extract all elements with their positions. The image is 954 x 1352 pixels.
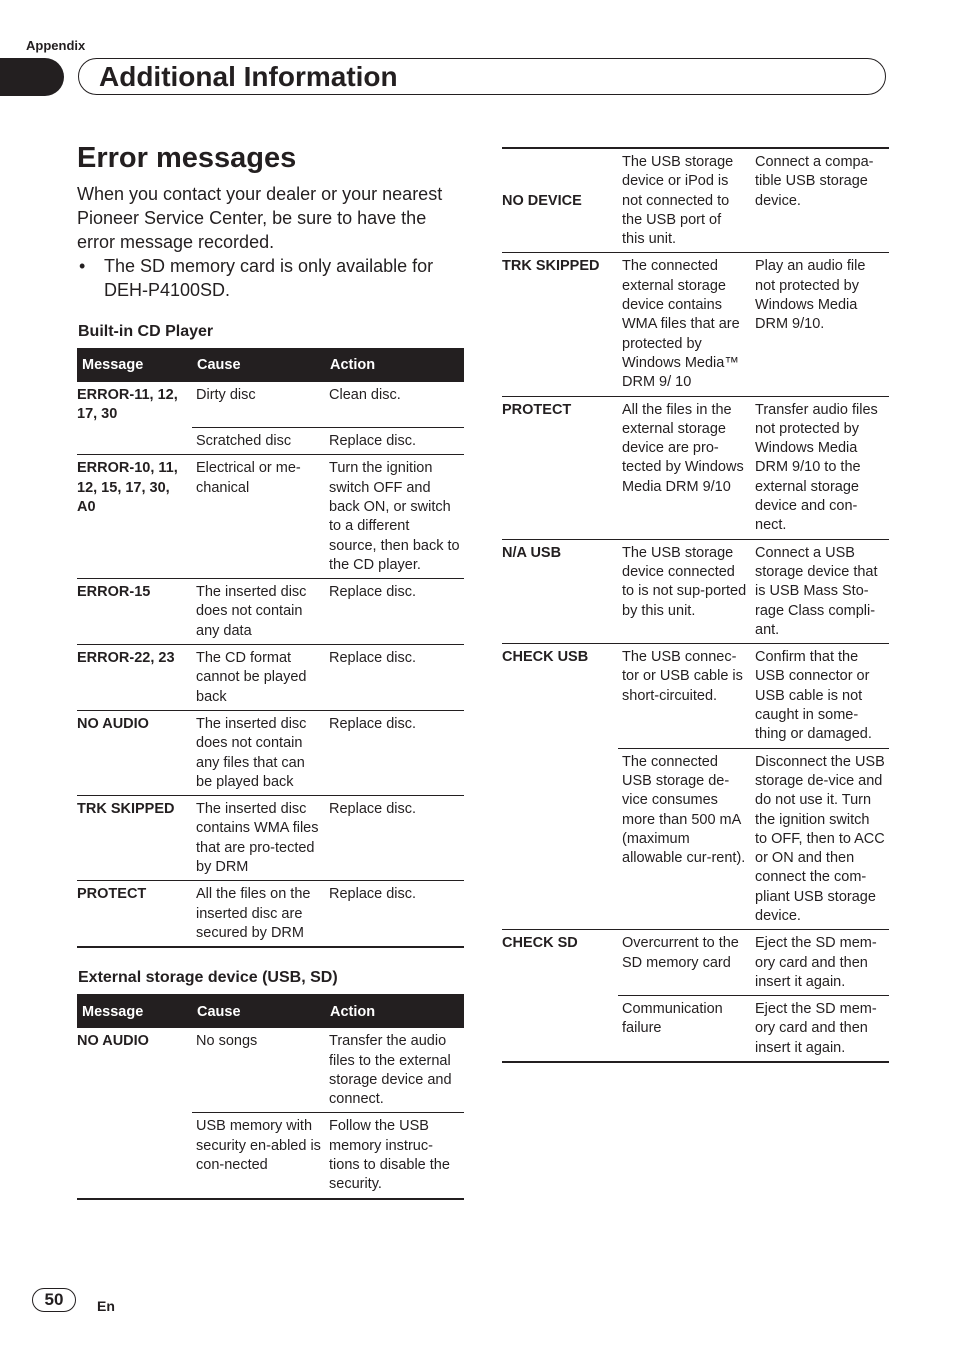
- cause-cell: USB memory with security en-abled is con-nected: [192, 1113, 325, 1199]
- message-cell: TRK SKIPPED: [77, 796, 192, 881]
- action-cell: Transfer the audio files to the external storage device and connect.: [329, 1033, 452, 1108]
- bullet-dot-icon: •: [79, 256, 86, 276]
- cd-table-title: Built-in CD Player: [78, 323, 214, 340]
- action-cell: Replace disc.: [325, 428, 464, 455]
- cause-cell: The inserted disc does not contain any data: [192, 579, 325, 645]
- message-cell: TRK SKIPPED: [502, 253, 618, 396]
- cause-cell: The connected external storage device contains WMA files that are protected by Windows Media™ DRM 9/ 10: [618, 253, 751, 396]
- message-cell: ERROR-10, 11, 12, 15, 17, 30, A0: [77, 455, 192, 579]
- table-row: [502, 644, 889, 748]
- intro-text: When you contact your dealer or your nearest Pioneer Service Center, be sure to have the error message recorded.: [77, 184, 443, 252]
- table-row: [502, 148, 889, 253]
- cause-cell: Dirty disc: [196, 387, 256, 403]
- message-cell: NO AUDIO: [77, 1033, 149, 1050]
- cause-cell: The inserted disc does not contain any files that can be played back: [192, 710, 325, 795]
- message-cell: PROTECT: [77, 881, 192, 947]
- action-cell: Connect a compa-tible USB storage device.: [755, 154, 874, 209]
- header-message: Message: [77, 994, 192, 1028]
- appendix-label: Appendix: [26, 38, 86, 53]
- cause-cell: Communication failure: [618, 996, 751, 1062]
- action-cell: Confirm that the USB connector or USB cable is not caught in some-thing or damaged.: [751, 644, 889, 748]
- action-cell: Turn the ignition switch OFF and back ON, or switch to a different source, then back to the CD player.: [325, 455, 464, 579]
- cause-cell: Scratched disc: [192, 428, 325, 455]
- cause-cell: No songs: [196, 1033, 258, 1050]
- table-row: [77, 881, 464, 947]
- message-cell: ERROR-11, 12, 17, 30: [77, 387, 178, 423]
- message-cell: [77, 428, 192, 455]
- action-cell: Replace disc.: [325, 579, 464, 645]
- section-title: Additional Information: [99, 61, 398, 92]
- language-code: En: [97, 1298, 115, 1314]
- message-cell: ERROR-22, 23: [77, 645, 192, 711]
- table-row: [77, 1113, 464, 1199]
- table-row: [77, 579, 464, 645]
- message-cell: NO DEVICE: [502, 192, 582, 209]
- ext-error-table: [77, 994, 464, 1199]
- cause-cell: The USB connec-tor or USB cable is short-circuited.: [618, 644, 751, 748]
- cause-cell: The USB storage device connected to is not sup-ported by this unit.: [618, 539, 751, 643]
- cd-error-table: [77, 348, 464, 948]
- action-cell: Transfer audio files not protected by Windows Media DRM 9/10 to the external storage device and con-nect.: [751, 396, 889, 539]
- action-cell: Play an audio file not protected by Windows Media DRM 9/10.: [751, 253, 889, 396]
- message-cell: [502, 996, 618, 1062]
- table-header-row: [77, 994, 464, 1028]
- message-cell: PROTECT: [502, 396, 618, 539]
- table-row: [502, 996, 889, 1062]
- table-row: [77, 1028, 464, 1113]
- page-number: 50: [32, 1288, 76, 1312]
- action-cell: Follow the USB memory instruc-tions to disable the security.: [325, 1113, 464, 1199]
- table-header-row: [77, 348, 464, 382]
- bullet-note: [77, 254, 464, 302]
- action-cell: Connect a USB storage device that is USB Mass Sto-rage Class compli-ant.: [751, 539, 889, 643]
- table-row: [502, 539, 889, 643]
- table-row: [77, 710, 464, 795]
- action-cell: Replace disc.: [325, 710, 464, 795]
- cause-cell: The inserted disc contains WMA files that are pro-tected by DRM: [192, 796, 325, 881]
- action-cell: Replace disc.: [325, 796, 464, 881]
- header-cause: Cause: [192, 348, 325, 382]
- header-message: Message: [77, 348, 192, 382]
- message-cell: NO AUDIO: [77, 710, 192, 795]
- message-cell: [77, 1113, 192, 1199]
- section-tab-marker: [0, 58, 64, 96]
- header-action: Action: [325, 994, 464, 1028]
- message-cell: N/A USB: [502, 539, 618, 643]
- table-row: [77, 645, 464, 711]
- ext-table-title: External storage device (USB, SD): [78, 969, 338, 987]
- table-row: [77, 796, 464, 881]
- bullet-text: The SD memory card is only available for DEH-P4100SD.: [104, 256, 434, 300]
- message-cell: ERROR-15: [77, 579, 192, 645]
- cause-cell: The CD format cannot be played back: [192, 645, 325, 711]
- message-cell: [502, 748, 618, 930]
- table-row: [502, 930, 889, 996]
- cause-cell: The connected USB storage de-vice consumes more than 500 mA (maximum allowable cur-rent).: [618, 748, 751, 930]
- cause-cell: All the files on the inserted disc are secured by DRM: [192, 881, 325, 947]
- header-cause: Cause: [192, 994, 325, 1028]
- cause-cell: All the files in the external storage device are pro-tected by Windows Media DRM 9/10: [618, 396, 751, 539]
- message-cell: CHECK USB: [502, 644, 618, 748]
- table-row: [77, 382, 464, 428]
- cause-cell: Overcurrent to the SD memory card: [618, 930, 751, 996]
- action-cell: Eject the SD mem-ory card and then insert it again.: [751, 996, 889, 1062]
- table-row: [77, 455, 464, 579]
- cause-cell: Electrical or me-chanical: [192, 455, 325, 579]
- table-row: [502, 253, 889, 396]
- action-cell: Replace disc.: [325, 881, 464, 947]
- table-row: [77, 428, 464, 455]
- right-column: [502, 147, 889, 1063]
- table-row: [502, 748, 889, 930]
- table-row: [502, 396, 889, 539]
- cause-cell: The USB storage device or iPod is not connected to the USB port of this unit.: [622, 154, 734, 248]
- header-action: Action: [325, 348, 464, 382]
- left-column: [77, 140, 464, 1200]
- action-cell: Disconnect the USB storage de-vice and do not use it. Turn the ignition switch to OFF, then to ACC or ON and then connect the com-pliant USB storage device.: [751, 748, 889, 930]
- message-cell: CHECK SD: [502, 930, 618, 996]
- section-header: [78, 58, 886, 95]
- action-cell: Eject the SD mem-ory card and then insert it again.: [751, 930, 889, 996]
- action-cell: Clean disc.: [329, 387, 401, 403]
- page-title: Error messages: [77, 142, 297, 174]
- ext-error-table-continued: [502, 147, 889, 1063]
- action-cell: Replace disc.: [325, 645, 464, 711]
